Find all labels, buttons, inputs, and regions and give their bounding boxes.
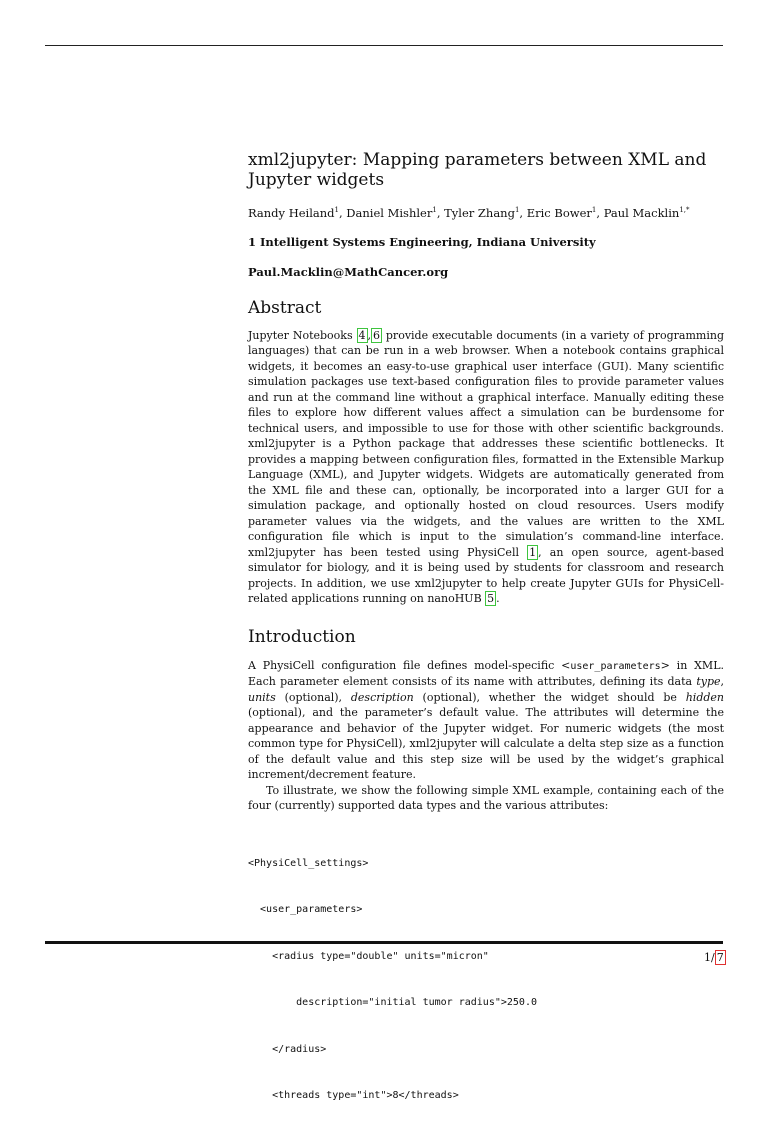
page-separator: / (711, 951, 715, 964)
abstract-text-part: , an open source, agent-based simulator for biology, and it is being used by students for classroom and research projects. In addition, we use xml2jupyter to help create Jupyter GUIs for PhysiCell-related applications running on nanoHUB (248, 545, 724, 606)
affiliation: 1 Intelligent Systems Engineering, Indiana University (248, 234, 596, 249)
paper-title: xml2jupyter: Mapping parameters between XML and Jupyter widgets (248, 150, 707, 190)
code-line: <radius type="double" units="micron" (248, 950, 489, 962)
abstract-text-part: . (496, 592, 500, 606)
xml-code-block (248, 825, 724, 1135)
code-line: <PhysiCell_settings> (248, 857, 369, 869)
intro-paragraph-1 (248, 658, 724, 783)
author-name: Daniel Mishler (346, 205, 433, 220)
author-name: Eric Bower (526, 205, 592, 220)
citation-link[interactable]: 4 (358, 328, 366, 342)
contact-email: Paul.Macklin@MathCancer.org (248, 264, 449, 279)
code-line: </radius> (248, 1043, 327, 1055)
code-line: <threads type="int">8</threads> (248, 1090, 459, 1102)
affiliation-mark: 1,* (679, 206, 690, 214)
author-separator: , (436, 205, 445, 220)
italic-term: units (248, 690, 276, 704)
italic-term: type (696, 675, 721, 689)
code-line: description="initial tumor radius">250.0 (248, 997, 537, 1009)
abstract-text-part: , (367, 328, 371, 342)
intro-text-part: (optional), whether the widget should be (413, 690, 686, 704)
intro-text-part: (optional), and the parameter’s default value. The attributes will determine the appearance and behavior of the Jupyter widget. For numeric widgets (the most common type for PhysiCell), xml2jupyter will calculate a delta step size as a function of the default value and this step size will be used by the widget’s graphical increment/decrement feature. (248, 706, 724, 782)
abstract-text-part: Jupyter Notebooks (248, 328, 357, 342)
affiliation-mark: 1 (334, 206, 339, 214)
citation-link[interactable]: 5 (487, 592, 495, 606)
intro-text-part: , (720, 675, 724, 689)
author-name: Paul Macklin (603, 205, 680, 220)
italic-term: description (350, 690, 414, 704)
page-content (248, 150, 724, 1135)
introduction-heading: Introduction (248, 626, 356, 647)
intro-paragraph-2: To illustrate, we show the following simple XML example, containing each of the four (currently) supported data types and the various attributes: (248, 783, 724, 813)
author-name: Randy Heiland (248, 205, 335, 220)
affiliation-mark: 1 (514, 206, 520, 214)
intro-text-part: A PhysiCell configuration file defines model-specific < (248, 658, 571, 672)
inline-code: user_parameters (570, 660, 661, 672)
author-separator: , (338, 205, 347, 220)
citation-link[interactable]: 1 (529, 545, 537, 559)
abstract-text (248, 328, 724, 607)
intro-text-part: > in XML. Each parameter element consists of its name with attributes, defining its data (248, 658, 724, 689)
total-pages-link[interactable]: 7 (716, 951, 724, 964)
italic-term: hidden (685, 690, 724, 704)
affiliation-mark: 1 (432, 206, 437, 214)
page-number (704, 951, 726, 964)
abstract-heading: Abstract (248, 297, 322, 318)
code-line: <user_parameters> (248, 904, 363, 916)
author-separator: , (519, 205, 527, 220)
abstract-text-part: provide executable documents (in a variety of programming languages) that can be run in a web browser. When a notebook contains graphical widgets, it becomes an easy-to-use graphical user interface (GUI). Many scientific simulation packages use text-based configuration files to provide parameter values and run at the command line without a graphical interface. Manually editing these files to explore how different values affect a simulation can be burdensome for technical users, and impossible to use for those with other scientific backgrounds. xml2jupyter is a Python package that addresses these scientific bottlenecks. It provides a mapping between configuration files, formatted in the Extensible Markup Language (XML), and Jupyter widgets. Widgets are automatically generated from the XML file and these can, optionally, be incorporated into a larger GUI for a simulation package, and optionally hosted on cloud resources. Users modify parameter values via the widgets, and the values are written to the XML configuration file which is input to the simulation’s command-line interface. xml2jupyter has been tested using PhysiCell (248, 328, 724, 559)
citation-link[interactable]: 6 (373, 328, 380, 342)
footer-rule (45, 941, 723, 944)
current-page: 1 (704, 951, 711, 964)
header-rule (45, 45, 723, 46)
intro-text-part: (optional), (275, 690, 351, 704)
affiliation-mark: 1 (591, 206, 597, 214)
author-name: Tyler Zhang (444, 205, 515, 220)
author-list (248, 203, 724, 220)
author-separator: , (596, 205, 604, 220)
